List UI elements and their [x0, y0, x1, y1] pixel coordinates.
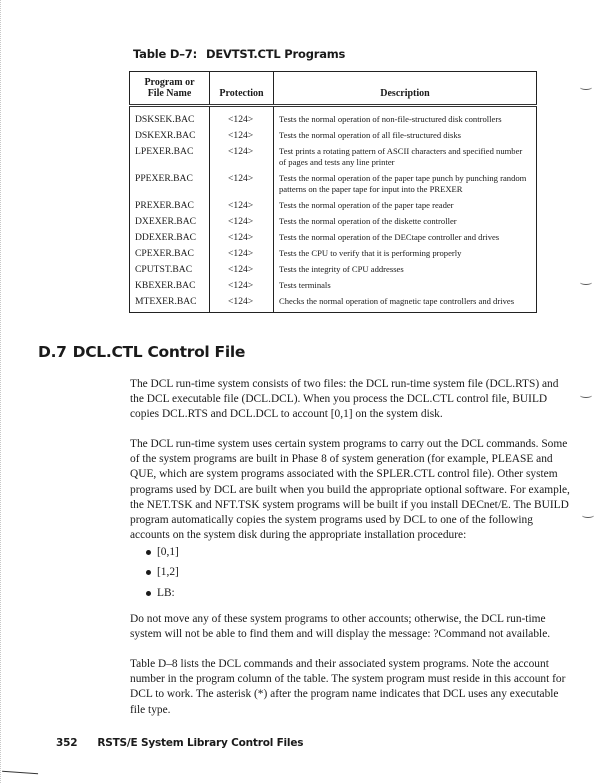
table-row [130, 277, 537, 293]
protection-code: <124> [210, 127, 274, 143]
section-title: DCL.CTL Control File [72, 343, 246, 361]
page-number: 352 [56, 737, 78, 749]
description: Tests the normal operation of all file-structured disks [279, 130, 461, 140]
protection-code: <124> [210, 261, 274, 277]
paragraph-intro: The DCL run-time system consists of two files: the DCL run-time system file (DCL.RTS) and the DCL executable file (DCL.DCL). When you process the DCL.CTL control file, BUILD copies DCL.RTS and DCL.DCL to account [0,1] on the system disk. [130, 378, 559, 421]
list-item: [1,2] [146, 563, 179, 584]
table-row [130, 261, 537, 277]
protection-code: <124> [210, 213, 274, 229]
table-row [130, 197, 537, 213]
table-row [130, 293, 537, 313]
footer-title: RSTS/E System Library Control Files [97, 737, 304, 749]
header-file-name: Program or File Name [130, 72, 210, 106]
description: Test prints a rotating pattern of ASCII characters and specified number of pages and tests any line printer [279, 146, 523, 167]
file-name: PPEXER.BAC [130, 170, 210, 197]
description: Tests the CPU to verify that it is performing properly [279, 248, 462, 258]
scan-mark [2, 771, 38, 778]
protection-code: <124> [210, 277, 274, 293]
page-edge [0, 0, 4, 783]
file-name: DSKSEK.BAC [130, 106, 210, 128]
scan-mark [580, 280, 592, 285]
header-description: Description [380, 88, 430, 99]
paragraph-warning: Do not move any of these system programs to other accounts; otherwise, the DCL run-time system will not be able to find them and will display the message: ?Command not available. [130, 613, 551, 641]
description: Tests the normal operation of the paper tape reader [279, 200, 454, 210]
scan-mark [582, 513, 594, 518]
table-caption [133, 47, 345, 61]
table-row [130, 170, 537, 197]
description: Tests the integrity of CPU addresses [279, 264, 404, 274]
description: Checks the normal operation of magnetic tape controllers and drives [279, 296, 515, 306]
list-item: [0,1] [146, 542, 179, 563]
table-caption-number: Table D–7: [133, 47, 197, 61]
file-name: DXEXER.BAC [130, 213, 210, 229]
file-name: DSKEXR.BAC [130, 127, 210, 143]
bullet-icon [146, 570, 151, 575]
header-protection: Protection [210, 72, 274, 106]
devtst-programs-table [129, 71, 537, 313]
page-footer [56, 737, 303, 749]
file-name: KBEXER.BAC [130, 277, 210, 293]
paragraph-system-programs: The DCL run-time system uses certain system programs to carry out the DCL commands. Some of the system programs are built in Phase 8 of system generation (for example, PLEASE and QUE, which are system programs associated with the SPLER.CTL control file). Other system programs used by DCL are built when you build the appropriate optional software. For example, the NET.TSK and NFT.TSK system programs will be built if you install DECnet/E. The BUILD program automatically copies the system programs used by DCL to one of the following accounts on the system disk during the appropriate installation procedure: [130, 438, 570, 542]
description: Tests the normal operation of the paper tape punch by punching random patterns on the paper tape for input into the PREXER [279, 173, 527, 194]
account-list [146, 542, 179, 604]
list-item: LB: [146, 583, 179, 604]
table-header-row [130, 72, 537, 106]
file-name: LPEXER.BAC [130, 143, 210, 170]
section-heading [38, 343, 245, 361]
bullet-icon [146, 550, 151, 555]
file-name: PREXER.BAC [130, 197, 210, 213]
bullet-icon [146, 591, 151, 596]
protection-code: <124> [210, 245, 274, 261]
file-name: MTEXER.BAC [130, 293, 210, 313]
description: Tests terminals [279, 280, 331, 290]
description: Tests the normal operation of non-file-structured disk controllers [279, 114, 502, 124]
file-name: DDEXER.BAC [130, 229, 210, 245]
scan-mark [580, 85, 592, 90]
table-caption-title: DEVTST.CTL Programs [206, 47, 346, 61]
file-name: CPEXER.BAC [130, 245, 210, 261]
paragraph-table-ref: Table D–8 lists the DCL commands and their associated system programs. Note the account number in the program column of the table. The system program must reside in this account for DCL to work. The asterisk (*) after the program name indicates that DCL uses any executable file type. [130, 658, 566, 716]
description: Tests the normal operation of the diskette controller [279, 216, 457, 226]
section-number: D.7 [38, 343, 67, 361]
table-row [130, 143, 537, 170]
protection-code: <124> [210, 143, 274, 170]
table-row [130, 229, 537, 245]
table-row [130, 213, 537, 229]
table-row [130, 106, 537, 128]
protection-code: <124> [210, 293, 274, 313]
protection-code: <124> [210, 170, 274, 197]
protection-code: <124> [210, 106, 274, 128]
description: Tests the normal operation of the DECtape controller and drives [279, 232, 500, 242]
scan-mark [580, 393, 592, 398]
protection-code: <124> [210, 229, 274, 245]
protection-code: <124> [210, 197, 274, 213]
table-row [130, 245, 537, 261]
file-name: CPUTST.BAC [130, 261, 210, 277]
table-row [130, 127, 537, 143]
